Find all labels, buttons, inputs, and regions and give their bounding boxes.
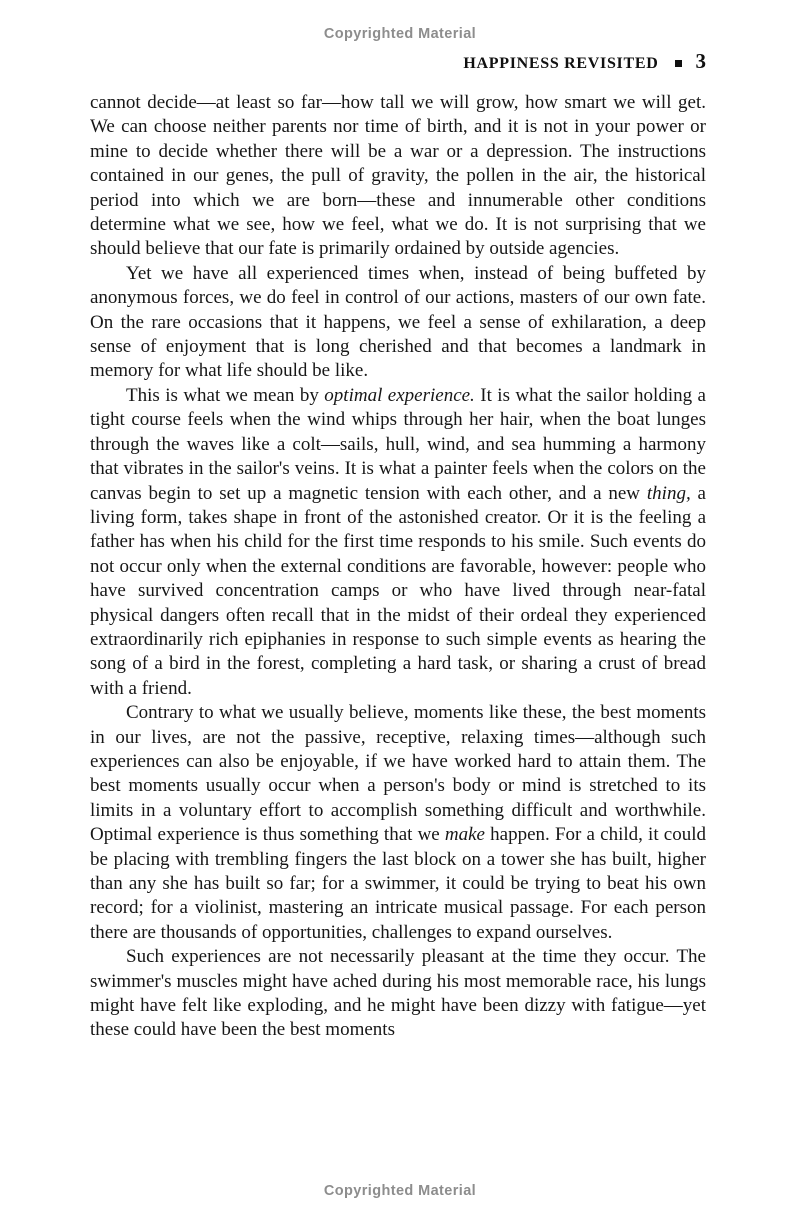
square-bullet-icon [675,60,682,67]
chapter-title: HAPPINESS REVISITED [463,55,659,72]
italic-text-run: thing, [646,482,691,504]
italic-text-run: optimal experience. [324,384,475,406]
italic-text-run: make [444,824,485,846]
text-run: cannot decide—at least so far—how tall we will grow, how smart we will get. We can choose neither parents nor time of birth, and it is not in your power or mine to decide whether there will be a war or a depression. The instructions contained in our genes, the pull of gravity, the pollen in the air, the historical period into which we are born—these and innumerable other conditions determine what we see, how we feel, what we do. It is not surprising that we should believe that our fate is primarily ordained by outside agencies. [90,92,706,260]
running-head [90,49,706,74]
paragraph [90,701,706,945]
text-run: It is what the sailor holding a tight course feels when the wind whips through her hair, when the boat lunges through the waves like a colt—sails, hull, wind, and sea humming a harmony that vibrates in the sailor's veins. It is what a painter feels when the colors on the canvas begin to set up a magnetic tension with each other, and a new [90,384,706,504]
text-run: Such experiences are not necessarily pleasant at the time they occur. The swimmer's muscles might have ached during his most memorable race, his lungs might have felt like exploding, and he might have been dizzy with fatigue—yet these could have been the best moments [90,946,706,1041]
copyright-watermark-top: Copyrighted Material [323,26,477,42]
paragraph [90,262,706,384]
text-run: This is what we mean by [126,384,325,406]
text-run: a living form, takes shape in front of the astonished creator. Or it is the feeling a father has when his child for the first time responds to his smile. Such events do not occur only when the external conditions are favorable, however: people who have survived concentration camps or who have lived through near-fatal physical dangers often recall that in the midst of their ordeal they experienced extraordinarily rich epiphanies in response to such simple events as hearing the song of a bird in the forest, completing a hard task, or sharing a crust of bread with a friend. [90,482,706,699]
paragraph [90,945,706,1043]
paragraph [90,384,706,701]
page-number: 3 [695,49,706,73]
text-run: happen. For a child, it could be placing with trembling fingers the last block on a tower she has built, higher than any she has built so far; for a swimmer, it could be trying to beat his own record; for a violinist, mastering an intricate musical passage. For each person there are thousands of opportunities, challenges to expand ourselves. [90,824,706,943]
copyright-watermark-bottom: Copyrighted Material [323,1183,477,1199]
text-run: Contrary to what we usually believe, moments like these, the best moments in our lives, are not the passive, receptive, relaxing times—although such experiences can also be enjoyable, if we have worked hard to attain them. The best moments usually occur when a person's body or mind is stretched to its limits in a voluntary effort to accomplish something difficult and worthwhile. Optimal experience is thus something that we [90,702,706,846]
text-run: Yet we have all experienced times when, instead of being buffeted by anonymous forces, we do feel in control of our actions, masters of our own fate. On the rare occasions that it happens, we feel a sense of exhilaration, a deep sense of enjoyment that is long cherished and that becomes a landmark in memory for what life should be like. [90,262,706,382]
body-text [90,91,706,1043]
paragraph [90,91,706,262]
